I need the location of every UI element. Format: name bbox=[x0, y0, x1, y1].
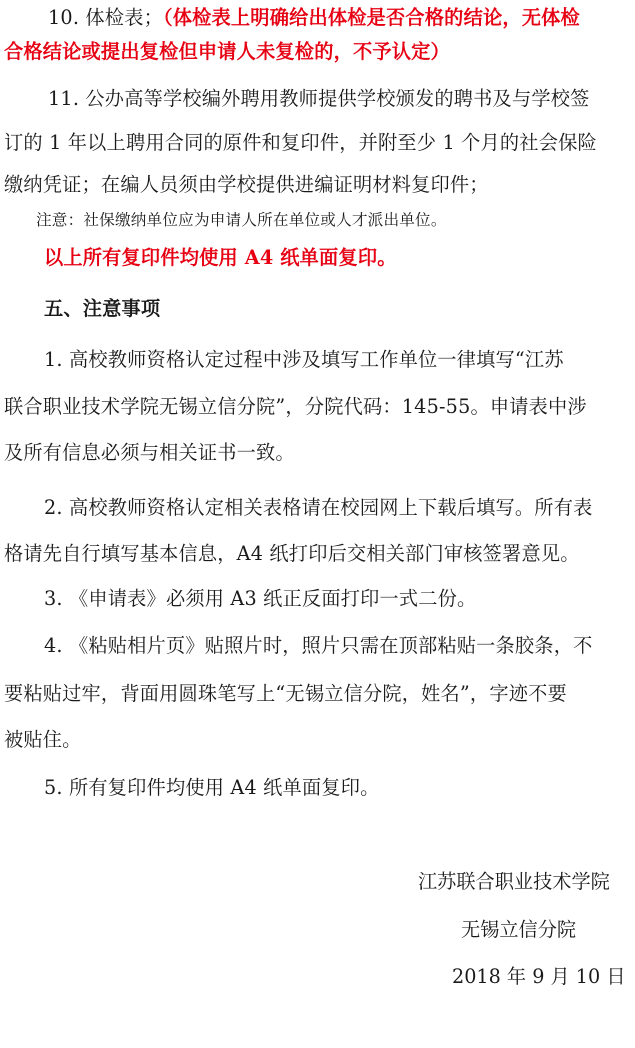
section5-p1-line1: 1. 高校教师资格认定过程中涉及填写工作单位一律填写“江苏 bbox=[44, 348, 564, 371]
item10-line1 bbox=[48, 5, 580, 31]
item11-line3: 缴纳凭证；在编人员须由学校提供进编证明材料复印件； bbox=[4, 173, 489, 196]
section5-p1-line2: 联合职业技术学院无锡立信分院”，分院代码：145-55。申请表中涉 bbox=[4, 395, 587, 418]
section5-title: 五、注意事项 bbox=[44, 297, 161, 320]
item10-red-text-a: （体检表上明确给出体检是否合格的结论，无体检 bbox=[162, 6, 580, 29]
section5-p2-line2: 格请先自行填写基本信息，A4 纸打印后交相关部门审核签署意见。 bbox=[4, 542, 580, 565]
signature-org: 江苏联合职业技术学院 bbox=[418, 870, 610, 893]
section5-p4-line3: 被贴住。 bbox=[4, 728, 82, 751]
section5-p4-line1: 4. 《粘贴相片页》贴照片时，照片只需在顶部粘贴一条胶条，不 bbox=[44, 634, 593, 657]
item11-line1: 11. 公办高等学校编外聘用教师提供学校颁发的聘书及与学校签 bbox=[48, 87, 590, 110]
a4-copy-notice: 以上所有复印件均使用 A4 纸单面复印。 bbox=[44, 246, 397, 269]
signature-branch: 无锡立信分院 bbox=[461, 918, 577, 941]
section5-p5: 5. 所有复印件均使用 A4 纸单面复印。 bbox=[44, 776, 380, 799]
section5-p1-line3: 及所有信息必须与相关证书一致。 bbox=[4, 441, 295, 464]
section5-p3: 3. 《申请表》必须用 A3 纸正反面打印一式二份。 bbox=[44, 587, 477, 610]
item11-line2: 订的 1 年以上聘用合同的原件和复印件，并附至少 1 个月的社会保险 bbox=[4, 131, 597, 154]
signature-date: 2018 年 9 月 10 日 bbox=[452, 965, 626, 988]
section5-p4-line2: 要粘贴过牢，背面用圆珠笔写上“无锡立信分院，姓名”，字迹不要 bbox=[4, 682, 567, 705]
section5-p2-line1: 2. 高校教师资格认定相关表格请在校园网上下载后填写。所有表 bbox=[44, 496, 593, 519]
item10-red-text-b: 合格结论或提出复检但申请人未复检的，不予认定） bbox=[4, 40, 450, 63]
social-insurance-note: 注意：社保缴纳单位应为申请人所在单位或人才派出单位。 bbox=[36, 211, 447, 229]
item10-prefix: 10. 体检表； bbox=[48, 6, 163, 29]
